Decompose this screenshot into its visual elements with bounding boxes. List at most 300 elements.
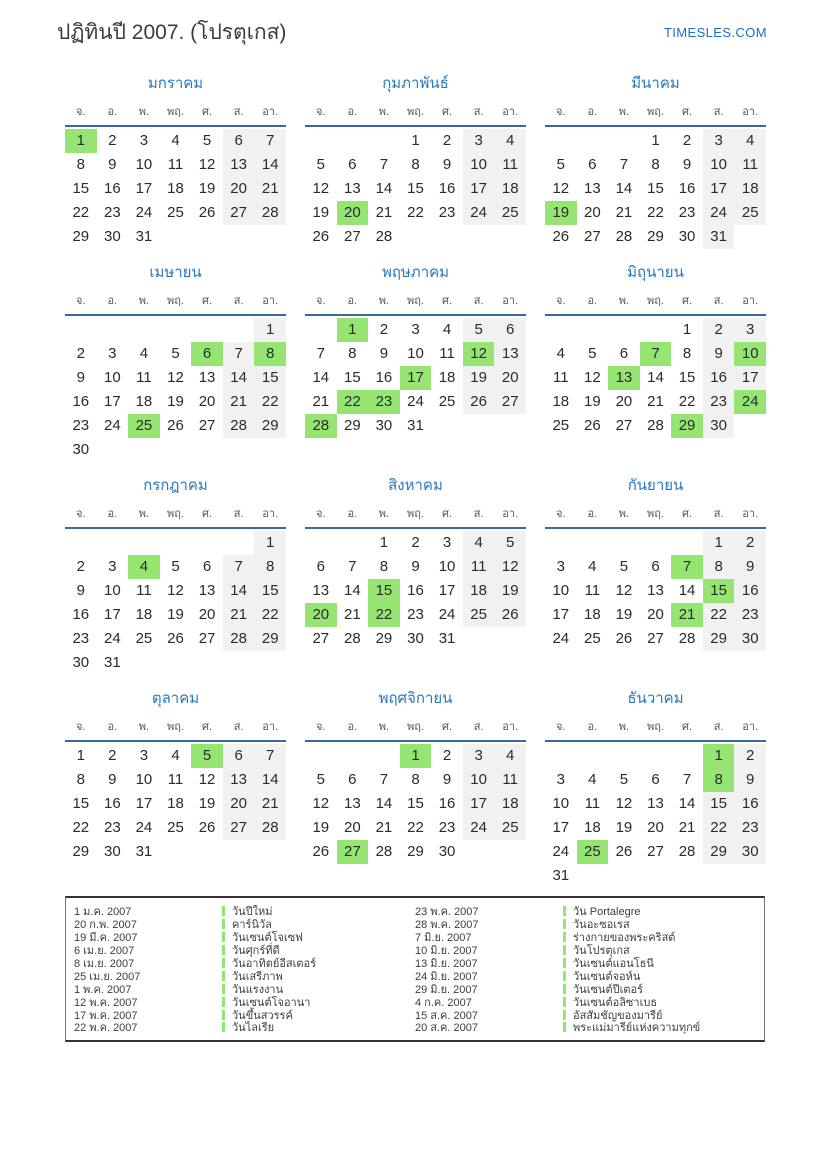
day-cell: 27 — [344, 228, 361, 245]
legend-holiday-name: ร่างกายของพระคริสต์ — [573, 932, 676, 945]
empty-cell — [577, 531, 609, 555]
legend-holiday-name: วันโปรตุเกส — [573, 945, 630, 958]
day-cell: 3 — [463, 129, 495, 153]
empty-cell — [223, 651, 255, 675]
legend-date: 15 ส.ค. 2007 — [415, 1009, 479, 1022]
legend-marker-bar — [222, 1010, 225, 1020]
day-cell: 14 — [678, 795, 696, 812]
holiday-cell: 12 — [463, 342, 495, 366]
empty-cell — [191, 840, 223, 864]
day-cell: 29 — [703, 840, 735, 864]
weekday-label: ศ. — [682, 508, 693, 520]
day-cell: 11 — [494, 768, 526, 792]
day-cell: 11 — [584, 795, 601, 812]
day-cell: 16 — [104, 795, 121, 812]
empty-cell — [494, 225, 526, 249]
day-cell: 24 — [407, 393, 424, 410]
weekday-label: ศ. — [202, 106, 213, 118]
day-cell: 27 — [223, 201, 255, 225]
day-cell: 8 — [411, 771, 420, 788]
day-cell: 26 — [615, 630, 633, 647]
weekday-label: ศ. — [442, 508, 453, 520]
holiday-cell: 15 — [368, 579, 400, 603]
weekday-label: ศ. — [202, 295, 213, 307]
day-cell: 29 — [407, 843, 424, 860]
day-cell: 11 — [494, 153, 526, 177]
empty-cell — [545, 531, 577, 555]
day-cell: 22 — [647, 204, 664, 221]
weekday-label: ส. — [473, 508, 484, 520]
weekday-label: ศ. — [682, 721, 693, 733]
day-cell: 7 — [379, 156, 389, 173]
day-cell: 10 — [135, 771, 153, 788]
day-cell: 3 — [139, 747, 149, 764]
legend-date: 4 ก.ค. 2007 — [415, 996, 472, 1009]
holiday-cell: 17 — [400, 366, 432, 390]
weekday-header-row — [65, 291, 286, 316]
empty-cell — [128, 318, 160, 342]
day-cell: 18 — [167, 180, 184, 197]
day-cell: 13 — [584, 180, 601, 197]
empty-cell — [368, 129, 400, 153]
day-cell: 4 — [734, 129, 766, 153]
empty-cell — [128, 438, 160, 462]
day-cell: 24 — [463, 201, 495, 225]
month-days — [305, 318, 526, 438]
weekday-label: ส. — [713, 295, 724, 307]
day-cell: 29 — [344, 417, 361, 434]
day-cell: 13 — [494, 342, 526, 366]
weekday-label: พฤ. — [407, 106, 424, 118]
day-cell: 28 — [375, 843, 393, 860]
site-link[interactable]: TIMESLES.COM — [663, 25, 767, 40]
day-cell: 2 — [734, 531, 766, 555]
day-cell: 31 — [552, 867, 570, 884]
holiday-cell: 4 — [128, 555, 160, 579]
day-cell: 10 — [104, 369, 121, 386]
weekday-label: อา. — [502, 106, 519, 118]
day-cell: 11 — [584, 582, 601, 599]
day-cell: 2 — [108, 132, 117, 149]
month-title: กรกฎาคม — [143, 477, 208, 494]
weekday-label: ส. — [473, 295, 484, 307]
empty-cell — [640, 318, 672, 342]
day-cell: 12 — [198, 771, 216, 788]
day-cell: 18 — [463, 579, 495, 603]
day-cell: 2 — [76, 345, 85, 362]
weekday-label: จ. — [76, 106, 86, 118]
weekday-label: พ. — [138, 295, 150, 307]
day-cell: 17 — [552, 819, 570, 836]
day-cell: 8 — [76, 771, 85, 788]
weekday-label: พฤ. — [407, 721, 424, 733]
day-cell: 29 — [72, 228, 90, 245]
legend-holiday-name: วัน Portalegre — [573, 906, 641, 919]
weekday-label: อา. — [262, 106, 279, 118]
day-cell: 11 — [136, 582, 152, 599]
day-cell: 23 — [734, 603, 766, 627]
legend-date: 6 เม.ย. 2007 — [74, 945, 135, 958]
legend-holiday-name: วันเสรีภาพ — [232, 970, 283, 983]
weekday-header-row — [305, 102, 526, 127]
weekday-label: อ. — [347, 508, 358, 520]
day-cell: 11 — [552, 369, 569, 386]
holiday-cell: 25 — [577, 840, 609, 864]
legend-holiday-name: วันศุกร์ที่ดี — [232, 945, 280, 958]
month-title: มกราคม — [147, 75, 204, 92]
holiday-cell: 22 — [337, 390, 369, 414]
day-cell: 5 — [463, 318, 495, 342]
legend-holiday-name: คาร์นิวัล — [232, 919, 272, 932]
weekday-label: ศ. — [202, 508, 213, 520]
weekday-label: พ. — [378, 106, 390, 118]
weekday-label: จ. — [76, 721, 86, 733]
day-cell: 24 — [463, 816, 495, 840]
weekday-label: ส. — [473, 106, 484, 118]
month-title: มิถุนายน — [627, 264, 684, 281]
day-cell: 28 — [223, 414, 255, 438]
month-block — [305, 473, 526, 651]
day-cell: 22 — [678, 393, 696, 410]
month-block — [545, 260, 766, 438]
day-cell: 24 — [438, 606, 456, 623]
day-cell: 23 — [438, 819, 456, 836]
legend-date: 24 มิ.ย. 2007 — [415, 970, 478, 983]
day-cell: 18 — [135, 606, 153, 623]
day-cell: 28 — [344, 630, 361, 647]
day-cell: 26 — [167, 630, 184, 647]
day-cell: 3 — [556, 558, 565, 575]
day-cell: 9 — [703, 342, 735, 366]
empty-cell — [545, 318, 577, 342]
holiday-cell: 15 — [703, 579, 735, 603]
holiday-cell: 24 — [734, 390, 766, 414]
day-cell: 3 — [139, 132, 149, 149]
legend-marker-bar — [222, 945, 225, 955]
day-cell: 28 — [223, 627, 255, 651]
day-cell: 16 — [375, 369, 393, 386]
day-cell: 6 — [348, 156, 357, 173]
empty-cell — [463, 627, 495, 651]
day-cell: 14 — [647, 369, 664, 386]
day-cell: 22 — [407, 204, 424, 221]
legend-holiday-name: วันอะซอเรส — [573, 919, 630, 932]
day-cell: 8 — [348, 345, 357, 362]
month-title: สิงหาคม — [388, 477, 443, 494]
weekday-label: อ. — [107, 508, 118, 520]
day-cell: 20 — [223, 792, 255, 816]
day-cell: 10 — [407, 345, 424, 362]
empty-cell — [254, 225, 286, 249]
weekday-label: จ. — [556, 721, 566, 733]
day-cell: 27 — [198, 417, 216, 434]
day-cell: 26 — [494, 603, 526, 627]
month-title: พฤษภาคม — [381, 264, 450, 281]
day-cell: 4 — [171, 132, 180, 149]
empty-cell — [191, 651, 223, 675]
day-cell: 2 — [108, 747, 117, 764]
day-cell: 17 — [703, 177, 735, 201]
weekday-label: จ. — [316, 508, 326, 520]
month-block — [65, 71, 286, 249]
day-cell: 15 — [647, 180, 664, 197]
legend-column-2 — [415, 905, 756, 1034]
day-cell: 29 — [375, 630, 393, 647]
legend-date: 8 เม.ย. 2007 — [74, 958, 135, 971]
day-cell: 7 — [254, 129, 286, 153]
day-cell: 31 — [104, 654, 121, 671]
day-cell: 8 — [703, 555, 735, 579]
weekday-label: อ. — [107, 106, 118, 118]
empty-cell — [640, 744, 672, 768]
day-cell: 28 — [254, 816, 286, 840]
day-cell: 1 — [254, 318, 286, 342]
empty-cell — [337, 129, 369, 153]
day-cell: 4 — [494, 129, 526, 153]
empty-cell — [463, 225, 495, 249]
day-cell: 3 — [411, 321, 420, 338]
weekday-label: พ. — [618, 508, 630, 520]
month-block — [305, 686, 526, 864]
page-header — [57, 16, 767, 49]
day-cell: 15 — [703, 792, 735, 816]
month-block — [65, 686, 286, 864]
day-cell: 2 — [442, 132, 452, 149]
empty-cell — [160, 651, 192, 675]
weekday-header-row — [65, 717, 286, 742]
legend-holiday-name: วันเซนต์ปีเตอร์ — [573, 983, 643, 996]
month-days — [545, 531, 766, 651]
weekday-label: พฤ. — [167, 508, 184, 520]
day-cell: 21 — [312, 393, 330, 410]
day-cell: 6 — [202, 558, 212, 575]
month-block — [65, 260, 286, 462]
day-cell: 15 — [407, 795, 424, 812]
day-cell: 17 — [135, 795, 153, 812]
weekday-label: พ. — [618, 295, 630, 307]
day-cell: 24 — [104, 417, 121, 434]
empty-cell — [463, 840, 495, 864]
day-cell: 26 — [198, 204, 216, 221]
day-cell: 18 — [584, 819, 601, 836]
day-cell: 5 — [619, 771, 629, 788]
weekday-label: ศ. — [202, 721, 213, 733]
day-cell: 13 — [312, 582, 330, 599]
day-cell: 10 — [438, 558, 456, 575]
month-days — [65, 318, 286, 462]
day-cell: 13 — [344, 180, 361, 197]
weekday-label: ส. — [233, 721, 244, 733]
weekday-label: พ. — [138, 508, 150, 520]
holiday-cell: 19 — [545, 201, 577, 225]
day-cell: 30 — [375, 417, 393, 434]
day-cell: 16 — [438, 180, 456, 197]
day-cell: 12 — [584, 369, 601, 386]
day-cell: 11 — [136, 369, 152, 386]
day-cell: 30 — [72, 441, 90, 458]
weekday-label: อ. — [587, 508, 598, 520]
empty-cell — [223, 318, 255, 342]
weekday-label: พฤ. — [647, 295, 664, 307]
day-cell: 14 — [254, 768, 286, 792]
day-cell: 23 — [407, 606, 424, 623]
empty-cell — [734, 864, 766, 888]
month-block — [305, 71, 526, 249]
weekday-label: พฤ. — [647, 106, 664, 118]
day-cell: 11 — [734, 153, 766, 177]
day-cell: 31 — [407, 417, 424, 434]
weekday-label: พฤ. — [167, 721, 184, 733]
legend-marker-bar — [222, 984, 225, 994]
day-cell: 15 — [254, 579, 286, 603]
weekday-label: อา. — [502, 508, 519, 520]
legend-date: 25 เม.ย. 2007 — [74, 970, 141, 983]
day-cell: 24 — [552, 843, 570, 860]
legend-marker-bar — [222, 932, 225, 942]
weekday-label: อา. — [502, 295, 519, 307]
day-cell: 3 — [108, 345, 117, 362]
weekday-label: ส. — [713, 106, 724, 118]
weekday-label: อา. — [262, 721, 279, 733]
empty-cell — [545, 744, 577, 768]
empty-cell — [494, 627, 526, 651]
day-cell: 23 — [72, 630, 90, 647]
day-cell: 16 — [72, 606, 90, 623]
day-cell: 1 — [651, 132, 660, 149]
day-cell: 15 — [344, 369, 361, 386]
legend-marker-bar — [563, 906, 566, 916]
day-cell: 29 — [703, 627, 735, 651]
weekday-label: อา. — [742, 721, 759, 733]
day-cell: 23 — [104, 204, 121, 221]
weekday-label: พ. — [378, 295, 390, 307]
empty-cell — [671, 744, 703, 768]
legend-marker-bar — [222, 997, 225, 1007]
weekday-label: อ. — [347, 106, 358, 118]
day-cell: 20 — [615, 393, 633, 410]
day-cell: 12 — [552, 180, 570, 197]
day-cell: 21 — [647, 393, 664, 410]
weekday-label: จ. — [556, 508, 566, 520]
weekday-label: ส. — [233, 295, 244, 307]
day-cell: 16 — [72, 393, 90, 410]
day-cell: 2 — [703, 318, 735, 342]
day-cell: 4 — [494, 744, 526, 768]
day-cell: 6 — [651, 558, 660, 575]
weekday-header-row — [305, 717, 526, 742]
weekday-label: ศ. — [442, 106, 453, 118]
legend-date: 23 พ.ค. 2007 — [415, 906, 479, 919]
day-cell: 5 — [556, 156, 565, 173]
empty-cell — [734, 414, 766, 438]
day-cell: 1 — [254, 531, 286, 555]
weekday-label: พฤ. — [647, 508, 664, 520]
day-cell: 8 — [651, 156, 660, 173]
empty-cell — [577, 129, 609, 153]
holiday-cell: 7 — [671, 555, 703, 579]
legend-holiday-name: วันเซนต์โจเซฟ — [232, 932, 303, 945]
empty-cell — [128, 651, 160, 675]
empty-cell — [431, 225, 463, 249]
weekday-label: พฤ. — [647, 721, 664, 733]
day-cell: 16 — [104, 180, 121, 197]
day-cell: 10 — [552, 795, 570, 812]
day-cell: 25 — [463, 603, 495, 627]
day-cell: 30 — [734, 840, 766, 864]
day-cell: 20 — [223, 177, 255, 201]
legend-holiday-name: วันเซนต์อลิซาเบธ — [573, 996, 658, 1009]
day-cell: 26 — [312, 843, 330, 860]
weekday-header-row — [545, 504, 766, 529]
weekday-label: ส. — [233, 508, 244, 520]
day-cell: 14 — [678, 582, 696, 599]
weekday-header-row — [305, 504, 526, 529]
day-cell: 8 — [411, 156, 420, 173]
day-cell: 20 — [344, 819, 361, 836]
weekday-label: อ. — [107, 721, 118, 733]
weekday-header-row — [545, 291, 766, 316]
day-cell: 27 — [312, 630, 330, 647]
day-cell: 12 — [615, 582, 633, 599]
day-cell: 16 — [407, 582, 424, 599]
day-cell: 13 — [647, 582, 664, 599]
month-days — [305, 744, 526, 864]
day-cell: 21 — [375, 204, 393, 221]
empty-cell — [305, 129, 337, 153]
day-cell: 17 — [135, 180, 153, 197]
holiday-cell: 1 — [703, 744, 735, 768]
empty-cell — [97, 318, 129, 342]
day-cell: 23 — [703, 390, 735, 414]
day-cell: 6 — [223, 129, 255, 153]
day-cell: 8 — [379, 558, 389, 575]
day-cell: 9 — [411, 558, 420, 575]
day-cell: 20 — [198, 393, 216, 410]
legend-marker-bar — [222, 906, 225, 916]
day-cell: 14 — [312, 369, 330, 386]
day-cell: 19 — [167, 393, 184, 410]
holiday-cell: 25 — [128, 414, 160, 438]
weekday-label: พ. — [138, 106, 150, 118]
day-cell: 24 — [104, 630, 121, 647]
day-cell: 25 — [552, 417, 570, 434]
day-cell: 21 — [254, 792, 286, 816]
day-cell: 21 — [678, 819, 696, 836]
day-cell: 28 — [615, 228, 633, 245]
page-title: ปฏิทินปี 2007. (โปรตุเกส) — [57, 21, 287, 44]
legend-column-1 — [74, 905, 415, 1034]
legend-item — [74, 1021, 415, 1034]
day-cell: 31 — [135, 843, 153, 860]
empty-cell — [128, 531, 160, 555]
legend-item — [415, 1021, 756, 1034]
day-cell: 23 — [734, 816, 766, 840]
holiday-cell: 27 — [337, 840, 369, 864]
day-cell: 18 — [167, 795, 184, 812]
day-cell: 22 — [72, 204, 90, 221]
day-cell: 5 — [171, 558, 180, 575]
holiday-cell: 28 — [305, 414, 337, 438]
day-cell: 8 — [76, 156, 85, 173]
day-cell: 3 — [556, 771, 565, 788]
day-cell: 10 — [463, 153, 495, 177]
day-cell: 4 — [139, 345, 149, 362]
day-cell: 28 — [647, 417, 664, 434]
day-cell: 23 — [104, 819, 121, 836]
month-block — [545, 686, 766, 888]
day-cell: 25 — [167, 819, 184, 836]
day-cell: 9 — [734, 768, 766, 792]
